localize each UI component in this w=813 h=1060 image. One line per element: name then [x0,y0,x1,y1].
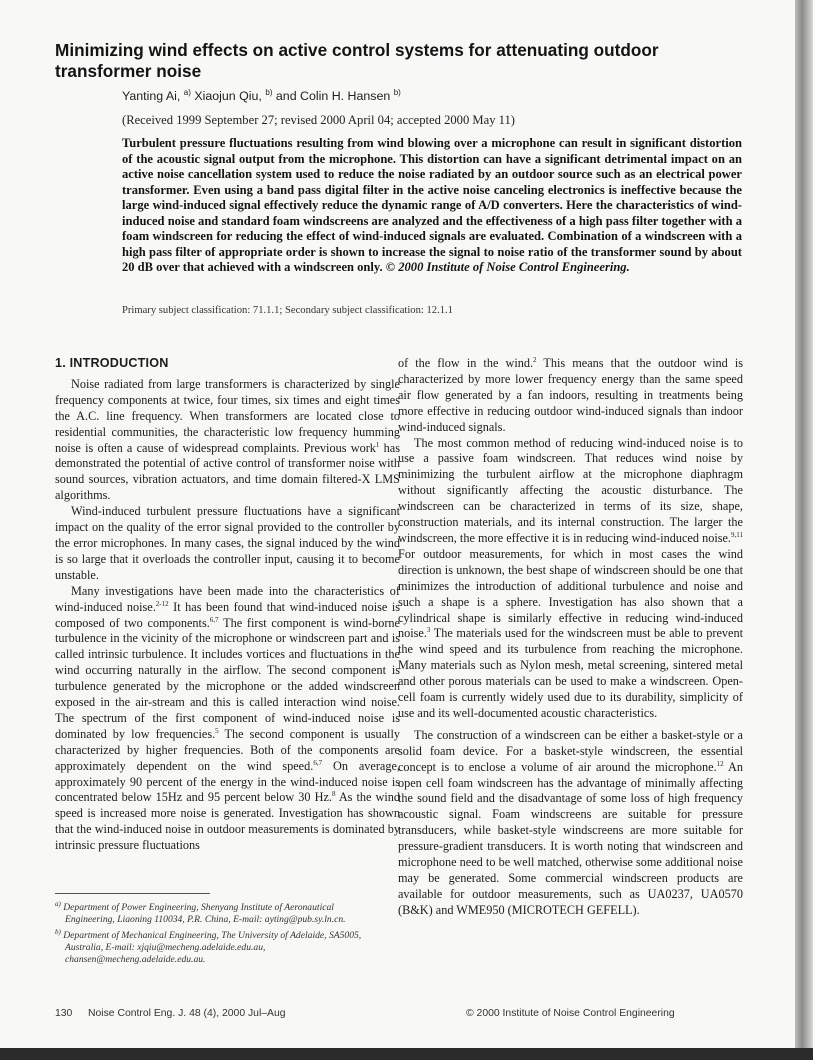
left-column [55,356,400,854]
footer-copyright: © 2000 Institute of Noise Control Engineering [466,1008,675,1019]
intro-paragraph-6: The construction of a windscreen can be either a basket-style or a solid foam device. For a basket-style windscreen, the essential concept is to enclose a volume of air around the microphone.$^{12}$ An open cell foam windscreen has the advantage of minimally affecting the sound field and the disadvantage of some loss of high frequency acoustic signal. Foam windscreens are suitable for pressure transducers, while basket-style windscreens are more suitable for pressure-gradient transducers. It is worth noting that windscreen and microphone need to be well matched, otherwise some additional noise may be generated. Some commercial windscreen products are available for outdoor measurements, such as UA0237, UA0570 (B&K) and WME950 (MICROTECH GEFELL). [398,727,743,917]
citation: 12 [716,759,724,768]
page-edge-shadow [795,0,813,1060]
intro-paragraph-1: Noise radiated from large transformers is characterized by single frequency components at twice, four times, six times and eight times the A.C. line frequency. When transformers are located close to residential communities, the characteristic low frequency humming noise is often a cause of widespread complaints. Previous work$^1$ has demonstrated the potential of active control of transformer noise with sound sources, vibration actuators, and time domain filtered-X LMS algorithms. [55,376,400,503]
author-1: Yanting Ai, [122,89,181,103]
footnote-a-label: a) [55,899,61,908]
paper-title: Minimizing wind effects on active control systems for attenuating outdoor transformer noise [55,40,659,81]
footnote-b-label: b) [55,927,61,936]
citation: 9,11 [731,530,743,539]
scan-bottom-border [0,1048,813,1060]
right-column [398,356,743,919]
subject-classification: Primary subject classification: 71.1.1; Secondary subject classification: 12.1.1 [122,305,453,316]
section-heading: 1. INTRODUCTION [55,356,169,370]
journal-citation: Noise Control Eng. J. 48 (4), 2000 Jul–Aug [88,1008,286,1019]
author-list [122,89,401,103]
author-2: Xiaojun Qiu, [194,89,262,103]
author-3: and Colin H. Hansen [275,89,391,103]
received-dates: (Received 1999 September 27; revised 2000 April 04; accepted 2000 May 11) [122,113,515,127]
footnotes [55,899,385,970]
citation: 2 [533,355,537,364]
intro-paragraph-3: Many investigations have been made into the characteristics of wind-induced noise.$^{2-12}$ It has been found that wind-induced noise is composed of two components.$^{6,7}$ The first component is wind-borne turbulence in the vicinity of the microphone or windscreen part and is called intrinsic turbulence. It includes vortices and fluctuations in the wind occurring naturally in the airflow. The second component is turbulence generated by the microphone or the added windscreen exposed in the air-stream and this is called interaction wind noise. The spectrum of the first component of wind-induced noise is dominated by low frequencies.$^5$ The second component is usually characterized by higher frequencies. Both of the components are approximately dependent on the wind speed.$^{6,7}$ On average, approximately 90 percent of the energy in the wind-induced noise is concentrated below 15Hz and 95 percent below 30 Hz.$^8$ As the wind speed is increased more noise is generated. Investigation has shown that the wind-induced noise in outdoor measurements is dominated by intrinsic pressure fluctuations [55,583,401,853]
footnote-divider [55,893,210,894]
citation: 5 [215,726,219,735]
intro-paragraph-2: Wind-induced turbulent pressure fluctuations have a significant impact on the quality of the error signal provided to the controller by the error microphones. In many cases, the signal induced by the wind is so large that it overloads the controller input, causing it to become unstable. [55,504,400,582]
intro-paragraph-5: The most common method of reducing wind-induced noise is to use a passive foam windscreen. That reduces wind noise by minimizing the turbulent airflow at the microphone diaphragm without significantly affecting the acoustic disturbance. The windscreen can be characterized in terms of its size, shape, construction materials, and its internal construction. The larger the windscreen, the more effective it is in reducing wind-induced noise.$^{9,11}$ For outdoor measurements, for which in most cases the wind direction is unknown, the best shape of windscreen should be one that minimizes the introduction of additional turbulence and noise and such a shape is a sphere. Investigation has also shown that a cylindrical shape is similarly effective in reducing wind-induced noise.$^3$ The materials used for the windscreen must be able to prevent the wind speed and its turbulence from reaching the microphone. Many materials such as Nylon mesh, metal screening, sintered metal and other porous materials can be used to make a windscreen. Open-cell foam is currently widely used due to its durability, simplicity of use and its well-documented acoustic characteristics. [398,435,743,720]
abstract [122,136,742,276]
citation: 6,7 [209,615,219,624]
citation: 2-12 [155,599,169,608]
citation: 8 [331,790,336,799]
author-2-affiliation-mark: b) [265,87,273,97]
citation: 1 [375,440,380,449]
intro-paragraph-4: of the flow in the wind.$^2$ This means that the outdoor wind is characterized by more lower frequency energy than the same speed air flow generated by a fan indoors, resulting in treatments being more effective in reducing outdoor wind-induced signals than indoor wind-induced signals. [398,355,744,434]
footnote-b: $^{b)}$ Department of Mechanical Engineering, The University of Adelaide, SA5005, Australia, E-mail: xjqiu@mecheng.adelaide.edu.au, chansen@mecheng.adelaide.edu.au. [55,927,362,965]
footnote-a: $^{a)}$ Department of Power Engineering, Shenyang Institute of Aeronautical Engineering, Liaoning 110034, P.R. China, E-mail: ayting@pub.sy.ln.cn. [55,899,346,925]
citation: 3 [426,626,431,635]
abstract-text: Turbulent pressure fluctuations resulting from wind blowing over a microphone can result in significant distortion of the acoustic signal output from the microphone. This distortion can have a significant detrimental impact on an active noise cancellation system used to reduce the noise radiated by an outdoor source such as an electrical power transformer. Even using a band pass digital filter in the active noise canceling electronics is ineffective because the large wind-induced signal effectively reduce the dynamic range of A/D converters. Here the characteristics of wind-induced noise and standard foam windscreens are analyzed and the effectiveness of a high pass filter together with a foam windscreen for reducing the effect of wind-induced signals are evaluated. Combination of a windscreen with a high pass filter of appropriate order is shown to increase the signal to noise ratio of the transformer sound by about 20 dB over that achieved with a windscreen only. [122,136,742,274]
author-3-affiliation-mark: b) [393,87,401,97]
author-1-affiliation-mark: a) [183,87,191,97]
citation: 6,7 [313,758,323,767]
abstract-copyright: © 2000 Institute of Noise Control Engineering. [385,260,630,274]
page-number: 130 [55,1008,73,1019]
